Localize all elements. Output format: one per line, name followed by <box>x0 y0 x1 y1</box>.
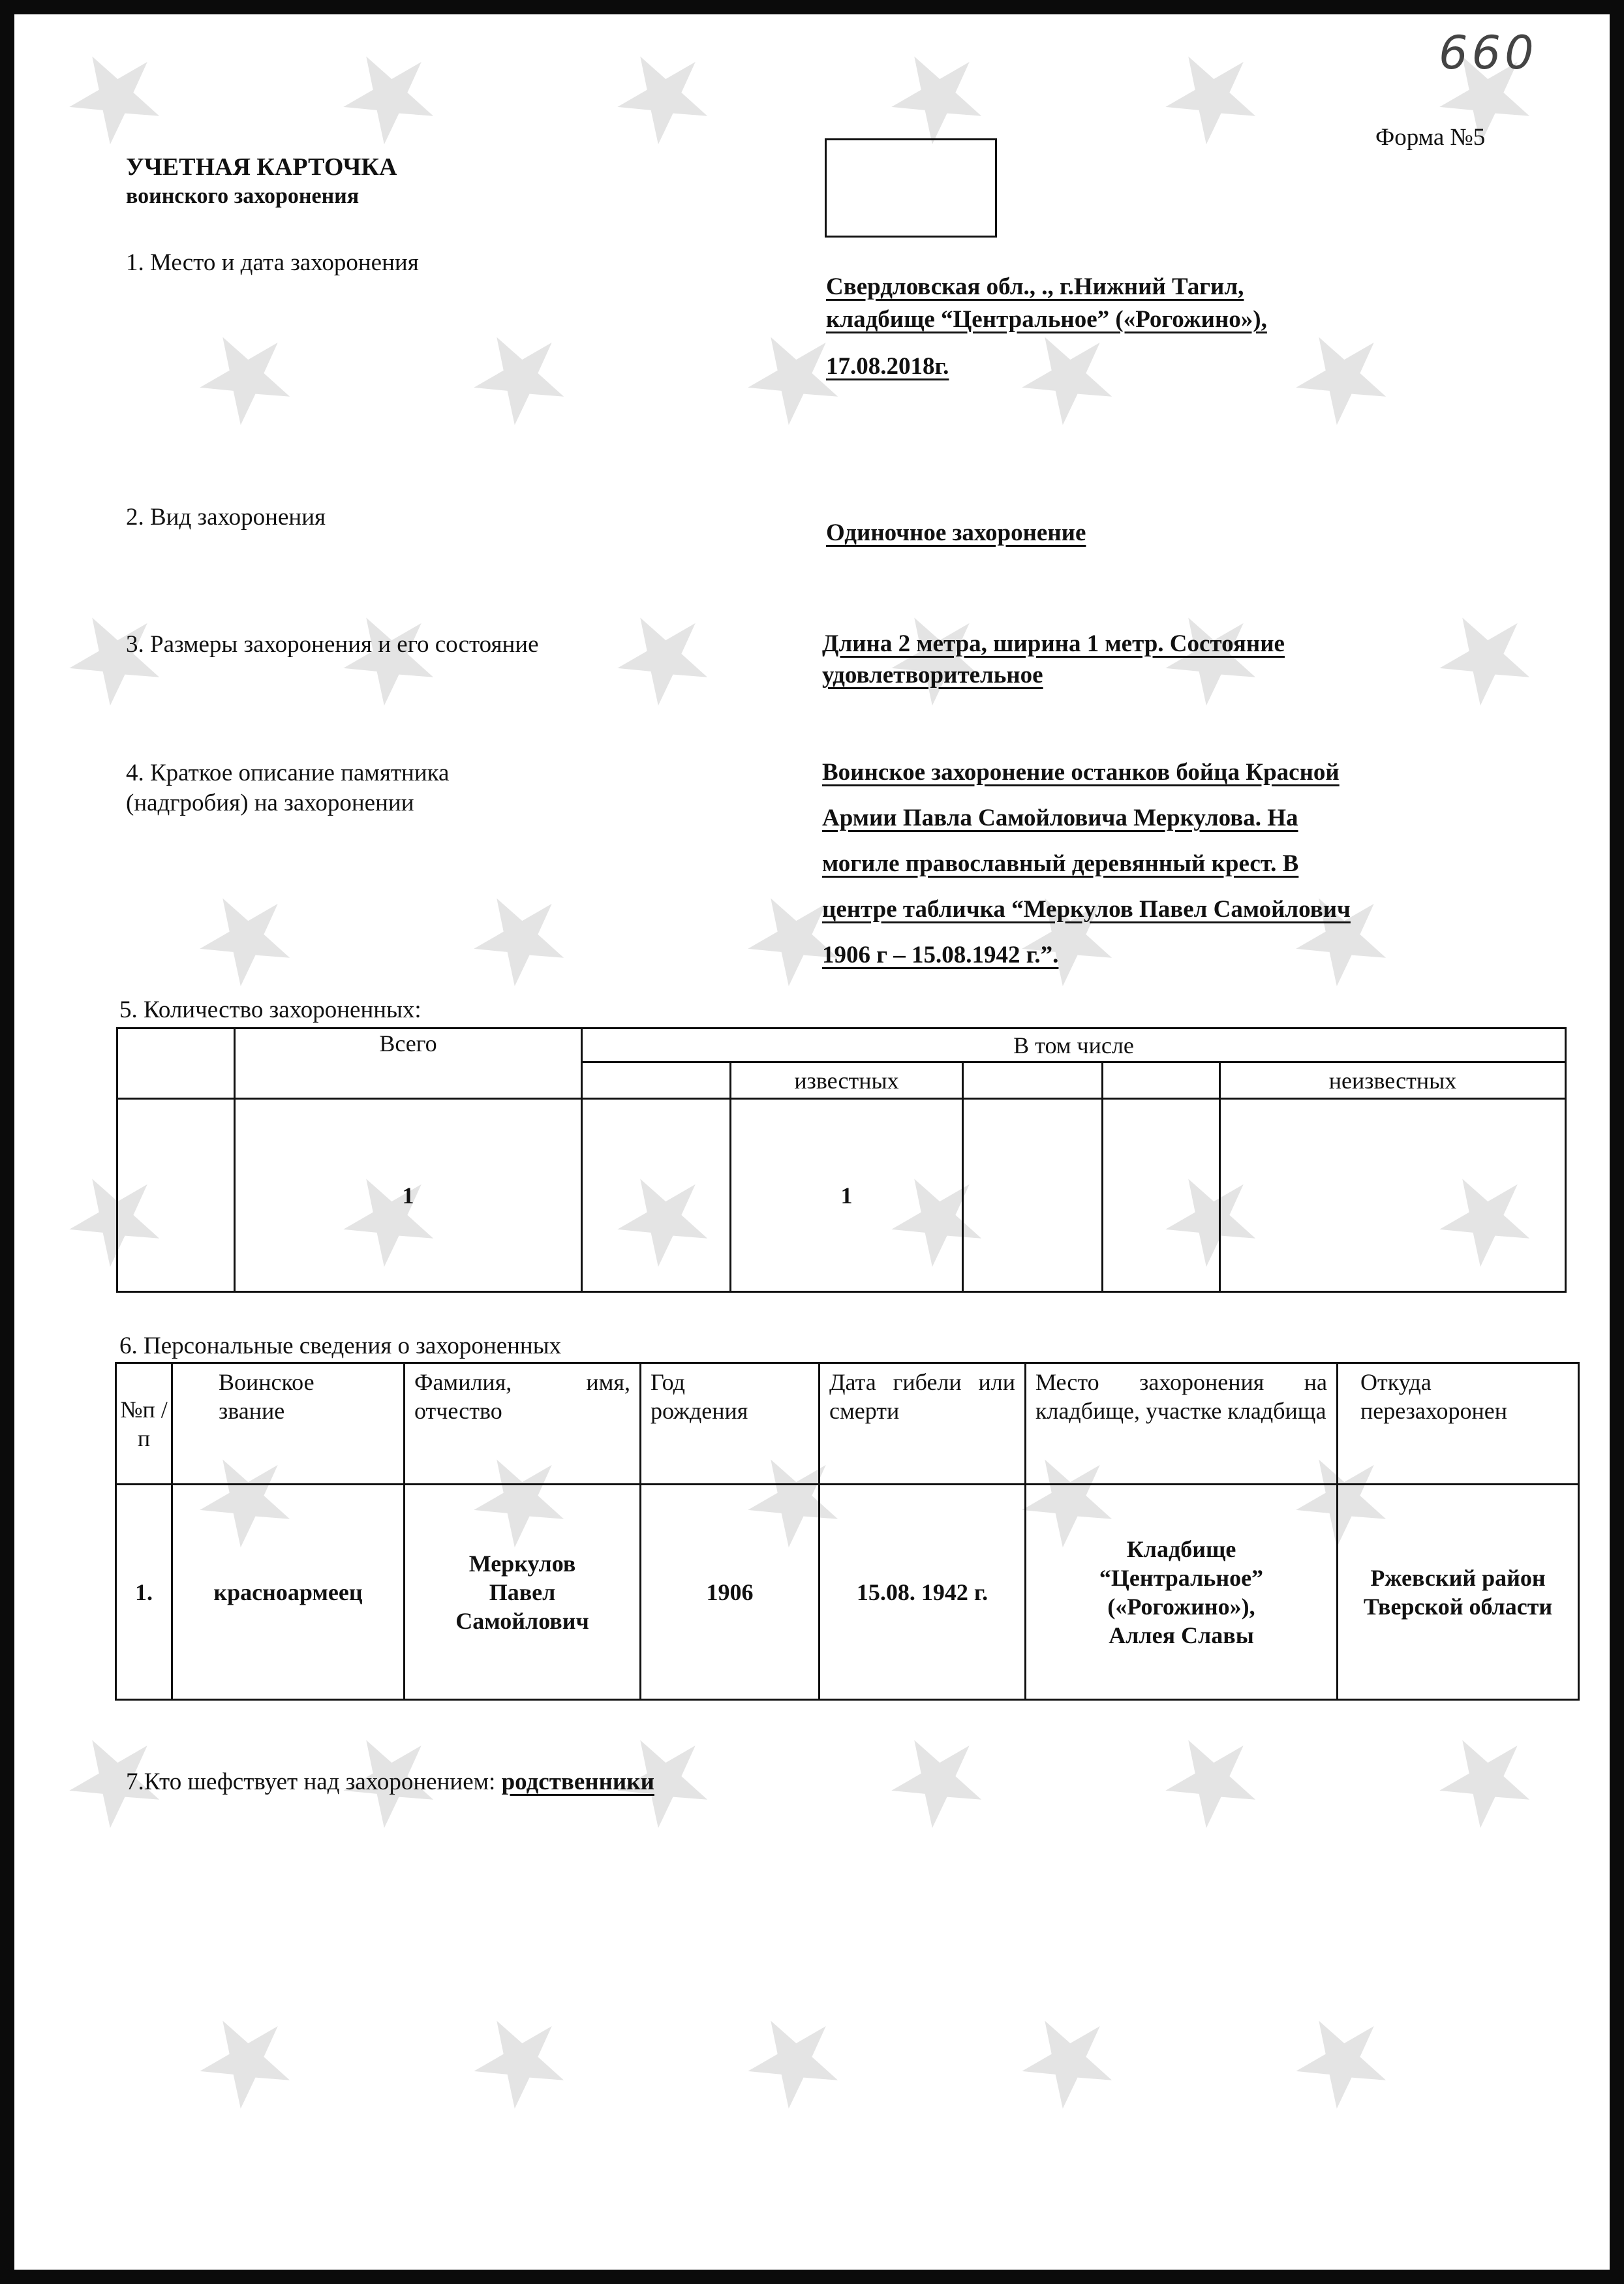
section1-place-line2: кладбище “Центральное” («Рогожино»), <box>826 306 1267 333</box>
header-birth-year-line1: Год <box>651 1369 685 1395</box>
section3-line2: удовлетворительное <box>822 662 1043 688</box>
header-death-date: Дата гибели или смерти <box>820 1363 1026 1485</box>
section4-line5: 1906 г – 15.08.1942 г.”. <box>822 942 1059 968</box>
count-total-value: 1 <box>235 1099 582 1292</box>
handwritten-page-number: 660 <box>1439 26 1538 80</box>
count-cell-blank <box>1103 1099 1220 1292</box>
row-birth-year: 1906 <box>641 1485 820 1700</box>
header-rank <box>172 1363 405 1485</box>
count-subheader-blank <box>1103 1062 1220 1099</box>
card-title: УЧЕТНАЯ КАРТОЧКА <box>126 153 397 181</box>
row-first-name: Павел <box>489 1579 556 1605</box>
section6-label: 6. Персональные сведения о захороненных <box>119 1333 562 1359</box>
row-burial-place-line2: “Центральное” <box>1099 1564 1264 1591</box>
header-rank-line1: Воинское <box>219 1369 314 1395</box>
row-burial-place <box>1026 1485 1338 1700</box>
stamp-box <box>825 138 997 238</box>
count-subheader-blank <box>963 1062 1103 1099</box>
header-birth-year <box>641 1363 820 1485</box>
section1-date: 17.08.2018г. <box>826 353 949 380</box>
count-header-known: известных <box>731 1062 963 1099</box>
header-reburied-from <box>1338 1363 1579 1485</box>
form-number: Форма №5 <box>1375 124 1486 151</box>
count-header-total: Всего <box>235 1028 582 1099</box>
row-burial-place-line4: Аллея Славы <box>1109 1622 1254 1648</box>
section3-line1: Длина 2 метра, ширина 1 метр. Состояние <box>822 630 1285 657</box>
count-table-corner <box>117 1028 235 1099</box>
header-reburied-from-line1: Откуда <box>1360 1369 1432 1395</box>
row-burial-place-line3: («Рогожино»), <box>1107 1593 1255 1620</box>
count-header-unknown: неизвестных <box>1220 1062 1566 1099</box>
section4-label-line2: (надгробия) на захоронении <box>126 790 414 816</box>
section7 <box>126 1767 654 1797</box>
section2-value: Одиночное захоронение <box>826 519 1086 546</box>
count-cell-blank <box>963 1099 1103 1292</box>
count-unknown-value <box>1220 1099 1566 1292</box>
header-full-name: Фамилия, имя, отчество <box>405 1363 641 1485</box>
row-reburied-from-line2: Тверской области <box>1363 1593 1553 1620</box>
section7-label: 7.Кто шефствует над захоронением: <box>126 1768 502 1795</box>
section4-line1: Воинское захоронение останков бойца Красной <box>822 759 1340 786</box>
section1-label: 1. Место и дата захоронения <box>126 249 419 276</box>
count-table <box>116 1027 1567 1293</box>
section4-line4: центре табличка “Меркулов Павел Самойлович <box>822 896 1351 923</box>
card-subtitle: воинского захоронения <box>126 184 360 208</box>
count-cell-blank <box>117 1099 235 1292</box>
row-full-name <box>405 1485 641 1700</box>
row-surname: Меркулов <box>468 1550 576 1577</box>
count-cell-blank <box>582 1099 731 1292</box>
section4-line2: Армии Павла Самойловича Меркулова. На <box>822 805 1298 831</box>
count-header-including: В том числе <box>582 1028 1566 1062</box>
section5-label: 5. Количество захороненных: <box>119 996 421 1023</box>
count-known-value: 1 <box>731 1099 963 1292</box>
section7-value: родственники <box>501 1768 654 1795</box>
header-birth-year-line2: рождения <box>651 1398 748 1424</box>
row-rank: красноармеец <box>172 1485 405 1700</box>
row-number: 1. <box>116 1485 172 1700</box>
count-subheader-blank <box>582 1062 731 1099</box>
header-rank-line2: звание <box>219 1398 285 1424</box>
row-patronymic: Самойлович <box>455 1607 589 1634</box>
header-number: №п /п <box>116 1363 172 1485</box>
row-burial-place-line1: Кладбище <box>1126 1536 1236 1562</box>
table-row <box>116 1485 1579 1700</box>
row-reburied-from <box>1338 1485 1579 1700</box>
section1-place-line1: Свердловская обл., ., г.Нижний Тагил, <box>826 273 1244 300</box>
personal-table <box>115 1362 1580 1701</box>
section2-label: 2. Вид захоронения <box>126 504 326 531</box>
row-death-date: 15.08. 1942 г. <box>820 1485 1026 1700</box>
header-reburied-from-line2: перезахоронен <box>1360 1398 1507 1424</box>
row-reburied-from-line1: Ржевский район <box>1370 1564 1546 1591</box>
section4-line3: могиле православный деревянный крест. В <box>822 850 1299 877</box>
section3-label: 3. Размеры захоронения и его состояние <box>126 631 539 658</box>
header-burial-place: Место захоронения на кладбище, участке кладбища <box>1026 1363 1338 1485</box>
section4-label-line1: 4. Краткое описание памятника <box>126 760 450 786</box>
